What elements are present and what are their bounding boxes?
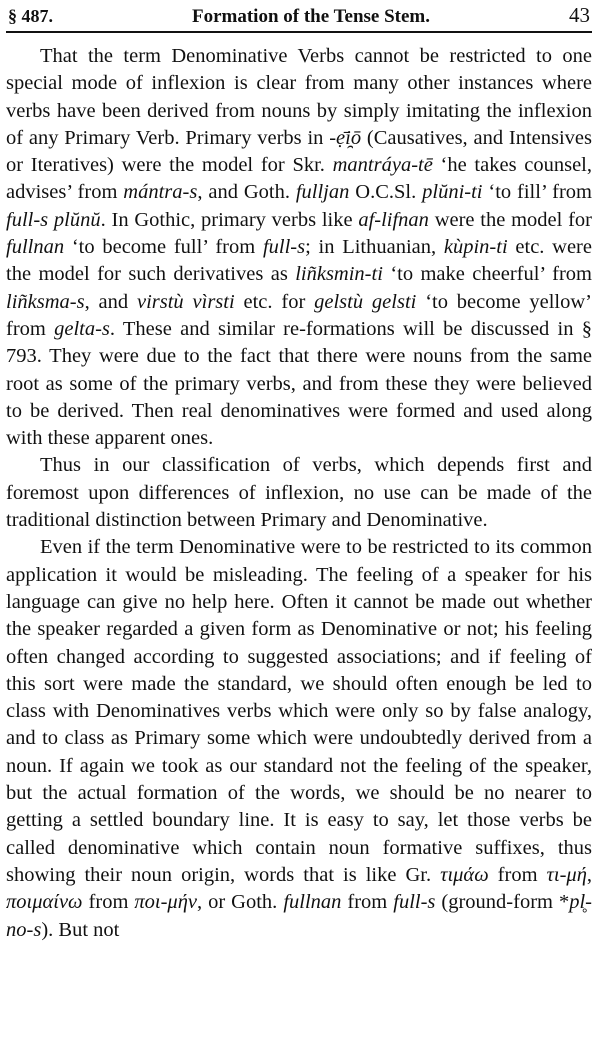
text-run: , and <box>84 290 137 313</box>
italic-term: gelstù gelsti <box>314 290 417 313</box>
italic-term: liñksma-s <box>6 290 85 313</box>
text-run: ; in Lithuanian, <box>305 236 444 259</box>
italic-term: full-s <box>262 236 306 259</box>
italic-term: -ẹ̄i̯ō <box>329 126 362 149</box>
chapter-title: Formation of the Tense Stem. <box>191 6 430 27</box>
text-run: . In Gothic, primary verbs like <box>100 208 359 231</box>
italic-term: full-s <box>393 891 436 914</box>
text-run: ‘he takes counsel, advises’ from <box>6 154 592 204</box>
italic-term: τι-μή <box>546 863 587 886</box>
text-run: (Causatives, and Intensives or Iteratives) were the model for Skr. <box>6 126 592 177</box>
italic-term: af-lifnan <box>358 208 429 231</box>
paragraph-1 <box>6 43 592 452</box>
italic-term: τιμάω <box>440 863 489 886</box>
italic-term: mantráya-tē <box>332 154 433 177</box>
italic-term: pl̥-no-s <box>6 891 592 941</box>
italic-term: fullnan <box>6 236 65 259</box>
text-run: . These and similar re-formations will be discussed in § 793. They were due to the fact that there were nouns from the same root as some of the primary verbs, and from these they were believed to be derived. Then real denominatives were formed and used along with these apparent ones. <box>6 317 592 450</box>
italic-term: full-s plŭnŭ <box>6 208 101 231</box>
paragraph-2 <box>6 452 592 534</box>
paragraph-3 <box>6 534 592 943</box>
text-run: , or Goth. <box>197 891 284 914</box>
text-run: etc. for <box>234 290 315 313</box>
italic-term: fulljan <box>295 181 350 204</box>
text-run: , <box>586 863 592 886</box>
section-number: § 487. <box>8 6 53 26</box>
italic-term: ποιμαίνω <box>6 891 83 914</box>
italic-term: fullnan <box>283 891 342 914</box>
page-number: 43 <box>568 3 590 27</box>
text-run: ‘to fill’ from <box>482 181 592 204</box>
italic-term: gelta-s <box>54 317 110 340</box>
italic-term: kùpin-ti <box>443 236 508 259</box>
header-rule <box>6 31 592 33</box>
text-run: ‘to become full’ from <box>64 236 263 259</box>
text-run: Thus in our classification of verbs, which depends first and foremost upon differences of inflexion, no use can be made of the traditional distinction between Primary and Denominative. <box>6 454 592 532</box>
text-run: ‘to make cheerful’ from <box>382 263 592 286</box>
text-run: were the model for <box>428 208 592 231</box>
italic-term: virstù vìrsti <box>136 290 235 313</box>
text-run: That the term Denominative Verbs cannot be restricted to one special mode of inflexion is clear from many other instances where verbs have been derived from nouns by simply imitating the inflexion of any Primary Verb. Primary verbs in <box>6 45 592 149</box>
text-run: from <box>82 891 135 914</box>
italic-term: plŭni-ti <box>422 181 483 204</box>
text-run: from <box>488 863 547 886</box>
text-run: ‘to become yellow’ from <box>6 290 593 340</box>
text-run: etc. were the model for such derivatives as <box>6 236 592 286</box>
italic-term: mántra-s <box>123 181 198 204</box>
text-run: ). But not <box>41 918 120 941</box>
italic-term: liñksmin-ti <box>295 263 383 286</box>
text-run: O.C.Sl. <box>349 181 423 204</box>
text-run: (ground-form * <box>435 891 570 914</box>
italic-term: ποι-μήν <box>134 891 197 914</box>
text-run: from <box>341 891 394 914</box>
text-run: Even if the term Denominative were to be restricted to its common application it would be misleading. The feeling of a speaker for his language can give no help here. Often it cannot be made out whether the speaker regarded a given form as Denominative or not; his feeling often changed according to suggested associations; and if feeling of this sort were made the standard, we should often enough be led to class with Denominatives verbs which were only so by false analogy, and to class as Primary some which were undoubtedly derived from a noun. If again we took as our standard not the feeling of the speaker, but the actual formation of the words, we should be no nearer to getting a settled boundary line. It is easy to say, let those verbs be called denominative which contain noun formative suffixes, thus showing their noun origin, words that is like Gr. <box>6 536 592 886</box>
body-text <box>6 43 592 944</box>
text-run: , and Goth. <box>197 181 296 204</box>
running-head <box>6 4 592 28</box>
